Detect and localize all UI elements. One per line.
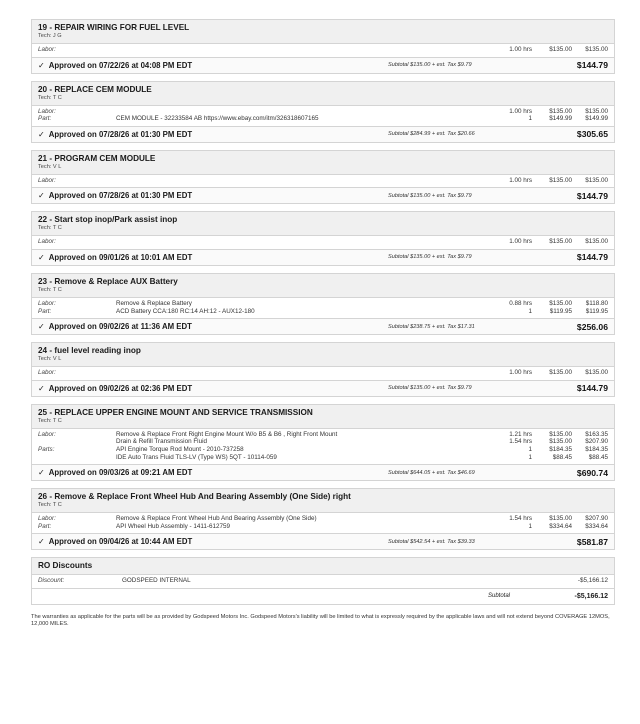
job-header <box>32 343 614 367</box>
discount-subtotal-value: -$5,166.12 <box>574 592 608 600</box>
line-amount: $184.35 <box>585 445 608 453</box>
line-type: Part: <box>38 115 52 123</box>
checkmark-icon: ✓ <box>38 191 45 201</box>
approval-status: Approved on 09/03/26 at 09:21 AM EDT <box>48 468 193 478</box>
checkmark-icon: ✓ <box>38 537 45 547</box>
job-footer <box>32 380 614 396</box>
line-quantity: 1 <box>528 445 532 453</box>
discount-type: Discount: <box>38 577 65 585</box>
line-quantity: 1 <box>528 115 532 123</box>
line-type: Part: <box>38 522 52 530</box>
job-footer <box>32 464 614 480</box>
checkmark-icon: ✓ <box>38 383 45 393</box>
line-item <box>38 46 608 54</box>
discount-lines <box>32 575 614 588</box>
job-subtotal: Subtotal $135.00 + est. Tax $9.79 <box>388 192 472 199</box>
job-lines <box>32 106 614 126</box>
line-item <box>38 369 608 377</box>
job-header <box>32 405 614 429</box>
line-quantity: 1.00 hrs <box>509 176 532 184</box>
job-subtotal: Subtotal $542.54 + est. Tax $39.33 <box>388 538 475 545</box>
job-title: 24 - fuel level reading inop <box>38 346 141 356</box>
line-rate: $184.35 <box>549 445 572 453</box>
job-header <box>32 489 614 513</box>
job-total: $581.87 <box>576 536 608 547</box>
job-lines <box>32 367 614 380</box>
line-amount: $207.90 <box>585 438 608 446</box>
line-quantity: 1.00 hrs <box>509 369 532 377</box>
line-amount: $88.45 <box>588 453 608 461</box>
job-header <box>32 82 614 106</box>
job-tech: Tech: T C <box>38 502 62 509</box>
discount-amount: -$5,166.12 <box>577 577 608 585</box>
job-tech: Tech: V L <box>38 356 62 363</box>
approval-status: Approved on 09/01/26 at 10:01 AM EDT <box>48 252 193 262</box>
job-total: $144.79 <box>576 383 608 394</box>
line-type: Labor: <box>38 299 56 307</box>
line-quantity: 1 <box>528 522 532 530</box>
approval-status: Approved on 07/28/26 at 01:30 PM EDT <box>48 129 193 139</box>
job-card <box>31 19 615 74</box>
ro-discounts-title: RO Discounts <box>38 561 93 571</box>
line-amount: $149.99 <box>585 115 608 123</box>
job-title: 23 - Remove & Replace AUX Battery <box>38 276 178 286</box>
job-total: $690.74 <box>576 467 608 478</box>
line-item <box>38 115 608 123</box>
line-item <box>38 108 608 116</box>
job-total: $144.79 <box>576 60 608 71</box>
line-amount: $119.95 <box>585 307 608 315</box>
line-rate: $149.99 <box>549 115 572 123</box>
job-tech: Tech: T C <box>38 417 62 424</box>
job-card <box>31 81 615 143</box>
line-item <box>38 238 608 246</box>
job-subtotal: Subtotal $644.05 + est. Tax $46.69 <box>388 469 475 476</box>
checkmark-icon: ✓ <box>38 468 45 478</box>
job-subtotal: Subtotal $238.75 + est. Tax $17.31 <box>388 323 475 330</box>
job-list <box>31 19 615 550</box>
job-card <box>31 488 615 550</box>
line-description: IDE Auto Trans Fluid TLS-LV (Type WS) 5QT - 10114-059 <box>116 453 277 461</box>
job-lines <box>32 513 614 533</box>
checkmark-icon: ✓ <box>38 322 45 332</box>
line-quantity: 1.54 hrs <box>509 438 532 446</box>
line-amount: $135.00 <box>585 176 608 184</box>
job-lines <box>32 44 614 57</box>
approval-status: Approved on 07/28/26 at 01:30 PM EDT <box>48 191 193 201</box>
line-item <box>38 177 608 185</box>
job-header <box>32 151 614 175</box>
job-footer <box>32 318 614 334</box>
approval-status: Approved on 09/02/26 at 02:36 PM EDT <box>48 383 193 393</box>
line-item <box>38 523 608 531</box>
line-rate: $119.95 <box>549 307 572 315</box>
line-quantity: 0.88 hrs <box>509 299 532 307</box>
line-type: Labor: <box>38 238 56 246</box>
line-item <box>38 515 608 523</box>
ro-discounts-header <box>32 558 614 575</box>
job-title: 21 - PROGRAM CEM MODULE <box>38 153 156 163</box>
line-type: Labor: <box>38 107 56 115</box>
job-tech: Tech: T C <box>38 225 62 232</box>
job-footer <box>32 533 614 549</box>
job-lines <box>32 236 614 249</box>
line-description: ACD Battery CCA:180 RC:14 AH:12 - AUX12-180 <box>116 307 255 315</box>
job-total: $144.79 <box>576 190 608 201</box>
job-tech: Tech: V L <box>38 163 62 170</box>
line-rate: $88.45 <box>552 453 572 461</box>
job-footer <box>32 187 614 203</box>
approval-status: Approved on 09/02/26 at 11:36 AM EDT <box>48 322 192 332</box>
line-rate: $135.00 <box>549 238 572 246</box>
line-type: Labor: <box>38 515 56 523</box>
approval-status: Approved on 07/22/26 at 04:08 PM EDT <box>48 60 193 70</box>
line-amount: $135.00 <box>585 46 608 53</box>
job-subtotal: Subtotal $135.00 + est. Tax $9.79 <box>388 254 472 261</box>
job-subtotal: Subtotal $135.00 + est. Tax $9.79 <box>388 62 472 69</box>
job-total: $144.79 <box>576 252 608 263</box>
line-type: Part: <box>38 307 52 315</box>
job-title: 22 - Start stop inop/Park assist inop <box>38 215 178 225</box>
job-card <box>31 150 615 205</box>
line-description: API Wheel Hub Assembly - 1411-612759 <box>116 522 230 530</box>
job-subtotal: Subtotal $284.99 + est. Tax $20.66 <box>388 131 475 138</box>
discount-desc: GODSPEED INTERNAL <box>122 577 191 585</box>
line-description: Remove & Replace Front Right Engine Mount W/o B5 & B6 , Right Front Mount <box>116 430 338 438</box>
checkmark-icon: ✓ <box>38 129 45 139</box>
line-quantity: 1.54 hrs <box>509 515 532 523</box>
line-rate: $334.64 <box>549 522 572 530</box>
line-item <box>38 431 608 439</box>
line-description: Remove & Replace Front Wheel Hub And Bearing Assembly (One Side) <box>116 515 317 523</box>
line-rate: $135.00 <box>549 107 572 115</box>
job-tech: Tech: T C <box>38 94 62 101</box>
line-quantity: 1.00 hrs <box>509 238 532 246</box>
job-title: 25 - REPLACE UPPER ENGINE MOUNT AND SERVICE TRANSMISSION <box>38 407 313 417</box>
discount-line <box>38 577 608 585</box>
job-tech: Tech: T C <box>38 286 62 293</box>
discount-subtotal-label: Subtotal <box>488 593 511 600</box>
line-type: Labor: <box>38 176 56 184</box>
line-quantity: 1 <box>528 453 532 461</box>
job-lines <box>32 175 614 188</box>
job-header <box>32 20 614 44</box>
line-item <box>38 446 608 454</box>
job-total: $305.65 <box>576 129 608 140</box>
job-lines <box>32 298 614 318</box>
line-rate: $135.00 <box>549 299 572 307</box>
approval-status: Approved on 09/04/26 at 10:44 AM EDT <box>48 537 193 547</box>
line-type: Parts: <box>38 445 55 453</box>
line-quantity: 1 <box>528 307 532 315</box>
job-title: 26 - Remove & Replace Front Wheel Hub And Bearing Assembly (One Side) right <box>38 492 351 502</box>
line-amount: $135.00 <box>585 107 608 115</box>
checkmark-icon: ✓ <box>38 252 45 262</box>
line-item <box>38 308 608 316</box>
job-footer <box>32 249 614 265</box>
line-rate: $135.00 <box>549 515 572 523</box>
line-item <box>38 300 608 308</box>
line-item <box>38 454 608 462</box>
job-title: 20 - REPLACE CEM MODULE <box>38 84 152 94</box>
line-rate: $135.00 <box>549 46 572 53</box>
line-type: Labor: <box>38 369 56 377</box>
line-description: Remove & Replace Battery <box>116 299 192 307</box>
warranty-text: The warranties as applicable for the parts will be as provided by Godspeed Motors Inc. Godspeed Motors's liability will be limited to what is expressly required by the applicable laws and will not extend beyond COVERAGE 12MOS, 12,000 MILES. <box>31 613 610 628</box>
line-amount: $163.35 <box>585 430 608 438</box>
job-header <box>32 274 614 298</box>
line-description: API Engine Torque Rod Mount - 2010-737258 <box>116 445 244 453</box>
job-card <box>31 404 615 481</box>
job-header <box>32 212 614 236</box>
job-subtotal: Subtotal $135.00 + est. Tax $9.79 <box>388 385 472 392</box>
line-rate: $135.00 <box>549 430 572 438</box>
checkmark-icon: ✓ <box>38 60 45 70</box>
line-type: Labor: <box>38 430 56 438</box>
line-quantity: 1.00 hrs <box>509 46 532 53</box>
job-tech: Tech: J G <box>38 33 62 39</box>
discount-footer <box>32 588 614 604</box>
ro-discounts-card <box>31 557 615 605</box>
line-rate: $135.00 <box>549 176 572 184</box>
line-type: Labor: <box>38 46 56 53</box>
line-amount: $135.00 <box>585 369 608 377</box>
line-quantity: 1.00 hrs <box>509 107 532 115</box>
job-footer <box>32 126 614 142</box>
line-description: Drain & Refill Transmission Fluid <box>116 438 207 446</box>
line-amount: $135.00 <box>585 238 608 246</box>
job-title: 19 - REPAIR WIRING FOR FUEL LEVEL <box>38 23 190 32</box>
line-rate: $135.00 <box>549 438 572 446</box>
line-description: CEM MODULE - 32233584 AB https://www.ebay.com/itm/326318607165 <box>116 115 319 123</box>
job-card <box>31 211 615 266</box>
job-footer <box>32 57 614 73</box>
line-amount: $207.90 <box>585 515 608 523</box>
line-amount: $334.64 <box>585 522 608 530</box>
job-card <box>31 273 615 335</box>
job-lines <box>32 429 614 464</box>
job-total: $256.06 <box>576 321 608 332</box>
line-item <box>38 438 608 446</box>
line-rate: $135.00 <box>549 369 572 377</box>
line-amount: $118.80 <box>585 299 608 307</box>
job-card <box>31 342 615 397</box>
line-quantity: 1.21 hrs <box>509 430 532 438</box>
